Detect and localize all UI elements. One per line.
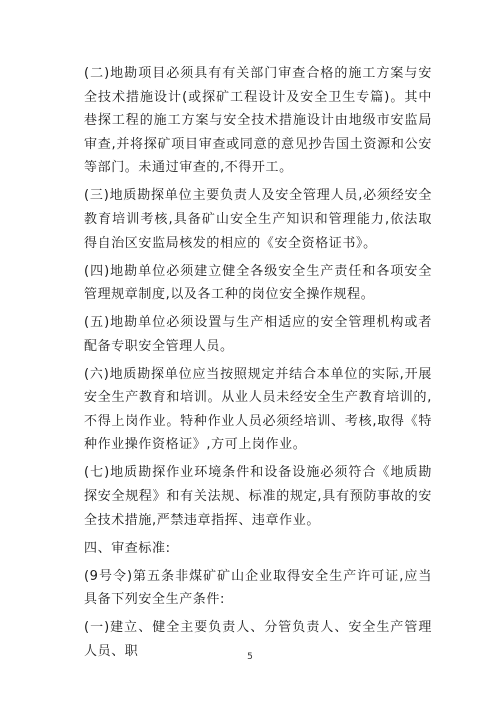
page-number: 5 xyxy=(247,652,253,662)
paragraph-2: (二)地勘项目必须具有有关部门审查合格的施工方案与安全技术措施设计(或探矿工程设计及安全卫生专篇)。其中巷探工程的施工方案与安全技术措施设计由地级市安监局审查,并将探矿项目审查或同意的意见抄告国土资源和公安等部门。未通过审查的,不得开工。 xyxy=(84,66,432,176)
paragraph-4: (四)地勘单位必须建立健全各级安全生产责任和各项安全管理规章制度,以及各工种的岗位安全操作规程。 xyxy=(84,263,432,303)
paragraph-7: (七)地质勘探作业环境条件和设备设施必须符合《地质勘探安全规程》和有关法规、标准的规定,具有预防事故的安全技术措施,严禁违章指挥、违章作业。 xyxy=(84,465,432,528)
section-heading-review-standard: 四、审查标准: xyxy=(84,540,171,556)
paragraph-5: (五)地勘单位必须设置与生产相适应的安全管理机构或者配备专职安全管理人员。 xyxy=(84,315,432,354)
paragraph-article-5: (9号令)第五条非煤矿矿山企业取得安全生产许可证,应当具备下列安全生产条件: xyxy=(84,568,432,608)
paragraph-6: (六)地质勘探单位应当按照规定并结合本单位的实际,开展安全生产教育和培训。从业人员未经安全生产教育培训的,不得上岗作业。特种作业人员必须经培训、考核,取得《特种作业操作资格证》,方可上岗作业。 xyxy=(84,366,432,453)
paragraph-condition-1: (一)建立、健全主要负责人、分管负责人、安全生产管理人员、职 xyxy=(84,620,432,659)
paragraph-3: (三)地质勘探单位主要负责人及安全管理人员,必须经安全教育培训考核,具备矿山安全生产知识和管理能力,依法取得自治区安监局核发的相应的《安全资格证书》。 xyxy=(84,188,432,251)
document-body xyxy=(84,62,432,668)
